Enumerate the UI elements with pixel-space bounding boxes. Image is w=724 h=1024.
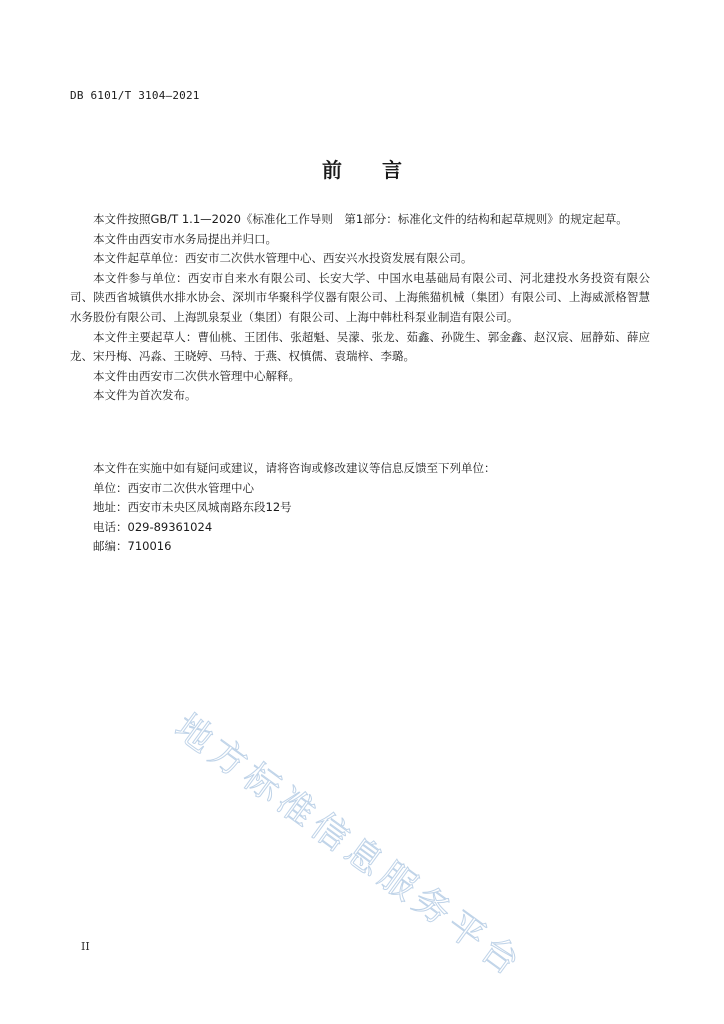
contact-phone: 电话：029-89361024 xyxy=(93,519,213,534)
contact-intro: 本文件在实施中如有疑问或建议，请将咨询或修改建议等信息反馈至下列单位： xyxy=(93,461,496,475)
contact-address: 地址：西安市未央区凤城南路东段12号 xyxy=(93,500,292,514)
page-title-char-1: 前 xyxy=(322,158,342,182)
contact-postcode: 邮编：710016 xyxy=(93,539,172,553)
paragraph-interpretation: 本文件由西安市二次供水管理中心解释。 xyxy=(93,368,300,383)
contact-unit: 单位：西安市二次供水管理中心 xyxy=(93,480,254,495)
paragraph-first-release: 本文件为首次发布。 xyxy=(93,388,197,403)
page-number: II xyxy=(81,940,90,953)
page-title xyxy=(0,154,724,183)
paragraph-main-drafters: 本文件主要起草人：曹仙桃、王团伟、张超魁、吴濛、张龙、茹鑫、孙陇生、郭金鑫、赵汉宸、屈静茹、薛应龙、宋丹梅、冯淼、王晓婷、马特、于燕、权慎儒、袁瑞梓、李璐。 xyxy=(70,329,650,364)
page-title-char-2: 言 xyxy=(382,158,402,182)
document-code: DB 6101/T 3104—2021 xyxy=(70,89,200,102)
paragraph-drafting-units: 本文件起草单位：西安市二次供水管理中心、西安兴水投资发展有限公司。 xyxy=(93,251,473,266)
paragraph-participating-units: 本文件参与单位：西安市自来水有限公司、长安大学、中国水电基础局有限公司、河北建投水务投资有限公司、陕西省城镇供水排水协会、深圳市华聚科学仪器有限公司、上海熊猫机械（集团）有限公司、上海威派格智慧水务股份有限公司、上海凯泉泵业（集团）有限公司、上海中韩杜科泵业制造有限公司。 xyxy=(70,270,650,324)
watermark: 地方标准信息服务平台 xyxy=(167,706,532,987)
paragraph-drafting-basis: 本文件按照GB/T 1.1—2020《标准化工作导则 第1部分：标准化文件的结构和起草规则》的规定起草。 xyxy=(93,212,628,226)
foreword-body xyxy=(70,210,650,406)
paragraph-proposer: 本文件由西安市水务局提出并归口。 xyxy=(93,231,277,246)
feedback-contact-block xyxy=(70,459,650,557)
